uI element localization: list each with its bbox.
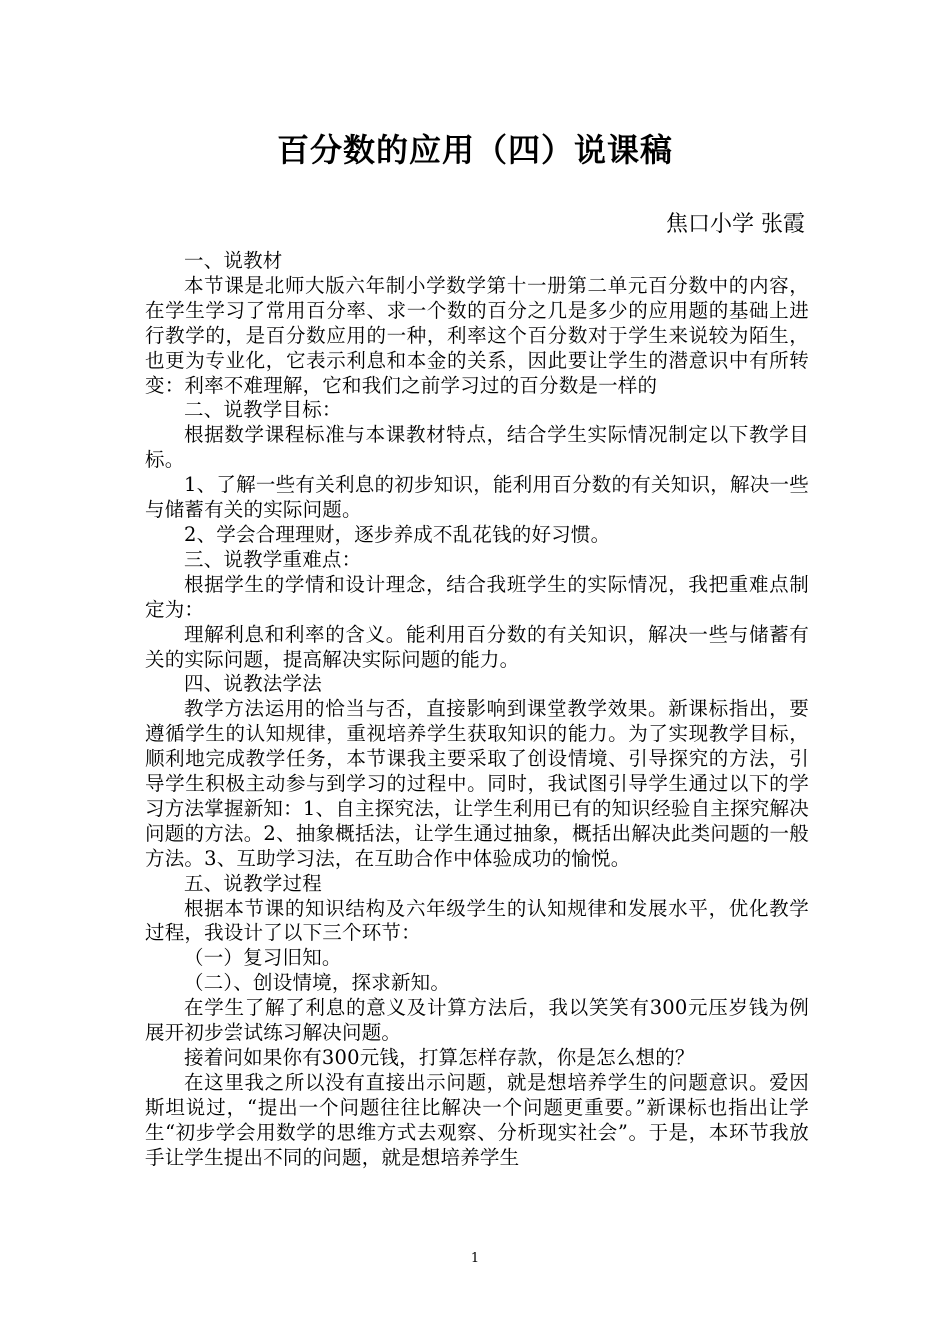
paragraph: 在这里我之所以没有直接出示问题，就是想培养学生的问题意识。爱因斯坦说过，“提出一个问题往往比解决一个问题更重要。”新课标也指出让学生“初步学会用数学的思维方式去观察、分析现实社会”。于是，本环节我放手让学生提出不同的问题，就是想培养学生 — [145, 1070, 809, 1169]
paragraph: 理解利息和利率的含义。能利用百分数的有关知识，解决一些与储蓄有关的实际问题，提高解决实际问题的能力。 — [145, 622, 809, 671]
paragraph: 在学生了解了利息的意义及计算方法后，我以笑笑有300元压岁钱为例展开初步尝试练习解决问题。 — [145, 996, 809, 1045]
section-heading-textbook: 一、说教材 — [184, 249, 283, 272]
section-heading-process: 五、说教学过程 — [184, 871, 322, 895]
paragraph: 本节课是北师大版六年制小学数学第十一册第二单元百分数中的内容，在学生学习了常用百分率、求一个数的百分之几是多少的应用题的基础上进行教学的，是百分数应用的一种，利率这个百分数对于学生来说较为陌生，也更为专业化，它表示利息和本金的关系，因此要让学生的潜意识中有所转变：利率不难理解，它和我们之前学习过的百分数是一样的 — [145, 273, 809, 397]
document-author: 焦口小学 张霞 — [666, 212, 805, 237]
paragraph: 根据数学课程标准与本课教材特点，结合学生实际情况制定以下教学目标。 — [145, 423, 809, 472]
section-heading-methods: 四、说教法学法 — [184, 672, 322, 696]
document-body — [145, 249, 809, 1171]
paragraph: 根据学生的学情和设计理念，结合我班学生的实际情况，我把重难点制定为： — [145, 572, 809, 621]
paragraph: （一）复习旧知。 — [184, 946, 342, 970]
document-title: 百分数的应用（四）说课稿 — [276, 131, 673, 169]
section-heading-goals: 二、说教学目标： — [184, 398, 342, 422]
paragraph: 1、了解一些有关利息的初步知识，能利用百分数的有关知识，解决一些与储蓄有关的实际问题。 — [145, 473, 809, 522]
page-number: 1 — [470, 1251, 480, 1266]
section-heading-key-points: 三、说教学重难点： — [184, 547, 362, 571]
paragraph: 根据本节课的知识结构及六年级学生的认知规律和发展水平，优化教学过程，我设计了以下三个环节： — [145, 896, 809, 945]
paragraph: （二）、创设情境，探求新知。 — [184, 971, 451, 995]
paragraph: 教学方法运用的恰当与否，直接影响到课堂教学效果。新课标指出，要遵循学生的认知规律，重视培养学生获取知识的能力。为了实现教学目标，顺利地完成教学任务，本节课我主要采取了创设情境、引导探究的方法，引导学生积极主动参与到学习的过程中。同时，我试图引导学生通过以下的学习方法掌握新知：1、自主探究法，让学生利用已有的知识经验自主探究解决问题的方法。2、抽象概括法，让学生通过抽象，概括出解决此类问题的一般方法。3、互助学习法，在互助合作中体验成功的愉悦。 — [145, 697, 809, 870]
paragraph: 2、学会合理理财，逐步养成不乱花钱的好习惯。 — [184, 522, 611, 546]
paragraph: 接着问如果你有300元钱，打算怎样存款，你是怎么想的？ — [184, 1046, 695, 1069]
